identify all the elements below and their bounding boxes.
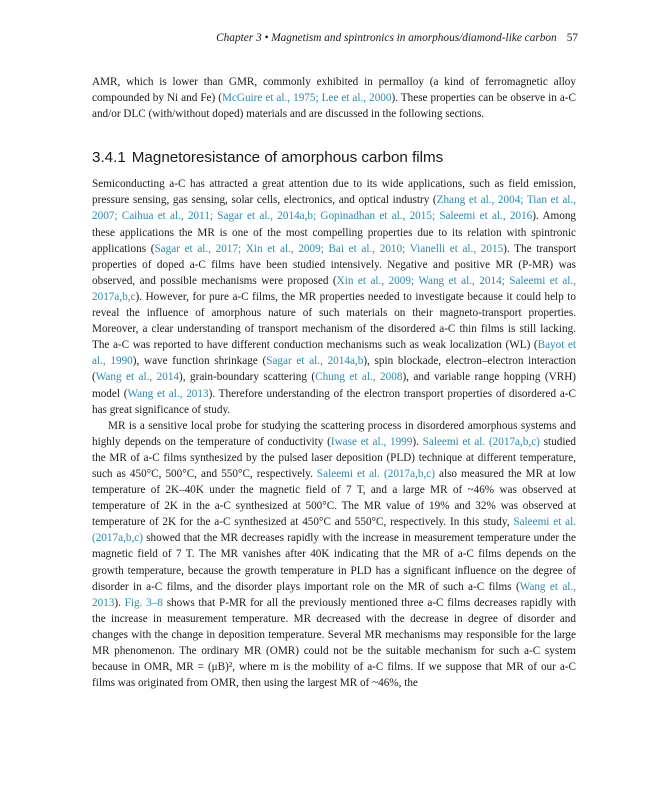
citation-link[interactable]: Sagar et al., 2017; Xin et al., 2009; Bai et al., 2010; Vianelli et al., 2015 — [154, 242, 504, 255]
text-run: ). — [412, 435, 423, 448]
citation-link[interactable]: Saleemi et al. (2017a,b,c) — [92, 516, 577, 545]
citation-link[interactable]: Iwase et al., 1999 — [330, 435, 413, 448]
page-number: 57 — [566, 32, 578, 44]
citation-link[interactable]: Wang et al., 2013 — [92, 580, 576, 609]
citation-link[interactable]: Chung et al., 2008 — [315, 371, 403, 384]
paragraph-1 — [92, 176, 576, 417]
text-run: MR is a sensitive local probe for studying the scattering process in disordered amorphous systems and highly depends on the temperature of conductivity ( — [92, 419, 576, 448]
section-title: Magnetoresistance of amorphous carbon films — [131, 149, 444, 167]
citation-link[interactable]: Sagar et al., 2014a,b — [266, 355, 364, 368]
text-run: AMR, which is lower than GMR, commonly exhibited in permalloy (a kind of ferromagnetic alloy compounded by Ni and Fe) ( — [92, 76, 576, 105]
text-run: Semiconducting a-C has attracted a great attention due to its wide applications, such as field emission, pressure sensing, gas sensing, solar cells, electronics, and optical industry ( — [92, 178, 576, 207]
text-run: ). Therefore understanding of the electron transport properties of disordered a-C has great significance of study. — [92, 387, 576, 416]
text-run: also measured the MR at low temperature of 2K–40K under the magnetic field of 7 T, and a large MR of ~46% was observed at temperature of 2K in the a-C synthesized at 500°C. The MR value of 19% and 32% was observed at temperature of 2K for the a-C synthesized at 450°C and 550°C, respectively. In this study, — [92, 467, 576, 529]
citation-link[interactable]: Saleemi et al. (2017a,b,c) — [422, 435, 540, 448]
section-heading — [92, 148, 576, 168]
text-run: ). Among these applications the MR is one of the most compelling properties due to its relation with spintronic applications ( — [92, 210, 577, 255]
text-run: ), and variable range hopping (VRH) model ( — [92, 371, 576, 400]
text-run: ). However, for pure a-C films, the MR properties needed to investigate because it could help to reveal the influence of amorphous nature of such materials on their magneto-transport properties. Moreover, a clear understanding of transport mechanism of the disordered a-C thin films is still lacking. The a-C was reported to have different conduction mechanisms such as weak localization (WL) ( — [92, 290, 576, 352]
paragraph-2 — [92, 418, 576, 692]
text-run: ), grain-boundary scattering ( — [179, 371, 316, 384]
chapter-label: Chapter 3 — [216, 32, 262, 44]
citation-link[interactable]: Bayot et al., 1990 — [92, 339, 576, 368]
text-run: ), wave function shrinkage ( — [132, 355, 267, 368]
header-bullet: • — [261, 32, 272, 44]
text-run: ). — [114, 596, 125, 609]
chapter-title: Magnetism and spintronics in amorphous/diamond-like carbon — [271, 32, 557, 44]
text-run: ). The transport properties of doped a-C films have been studied intensively. Negative and positive MR (P-MR) was observed, and possible mechanisms were proposed ( — [92, 242, 576, 287]
text-run: ). These properties can be observe in a-C and/or DLC (with/without doped) materials and are discussed in the following sections. — [92, 92, 576, 121]
running-header — [216, 32, 578, 44]
citation-link[interactable]: McGuire et al., 1975; Lee et al., 2000 — [221, 92, 392, 105]
text-run: showed that the MR decreases rapidly with the increase in measurement temperature under the magnetic field of 7 T. The MR vanishes after 40K indicating that the MR of a-C films depends on the growth temperature, because the growth temperature in PLD has a significant influence on the degree of disorder in a-C films, and the disorder plays important role on the MR of such a-C films ( — [92, 532, 576, 593]
citation-link[interactable]: Xin et al., 2009; Wang et al., 2014; Saleemi et al., 2017a,b,c — [92, 274, 576, 303]
text-run: ), spin blockade, electron–electron interaction ( — [92, 355, 576, 384]
citation-link[interactable]: Zhang et al., 2004; Tian et al., 2007; Caihua et al., 2011; Sagar et al., 2014a,b; Gopinadhan et al., 2015; Saleemi et al., 2016 — [92, 194, 577, 223]
body-text — [92, 74, 576, 691]
citation-link[interactable]: Wang et al., 2014 — [95, 371, 180, 384]
citation-link[interactable]: Fig. 3–8 — [124, 596, 163, 609]
text-run: shows that P-MR for all the previously mentioned three a-C films decreases rapidly with the increase in measurement temperature. MR decreased with the decrease in degree of disorder and changes with the change in deposition temperature. Several MR mechanisms may responsible for the large MR phenomenon. The ordinary MR (OMR) could not be the suitable mechanism for such a-C system because in OMR, MR = (μB)², where m is the mobility of a-C films. If we suppose that MR of our a-C films was originated from OMR, then using the largest MR of ~46%, the — [92, 596, 576, 690]
text-run: studied the MR of a-C films synthesized by the pulsed laser deposition (PLD) technique at different temperature, such as 450°C, 500°C, and 550°C, respectively. — [92, 435, 576, 480]
citation-link[interactable]: Saleemi et al. (2017a,b,c) — [316, 467, 435, 480]
section-number: 3.4.1 — [92, 149, 126, 167]
citation-link[interactable]: Wang et al., 2013 — [127, 387, 209, 400]
paragraph-intro — [92, 74, 576, 122]
